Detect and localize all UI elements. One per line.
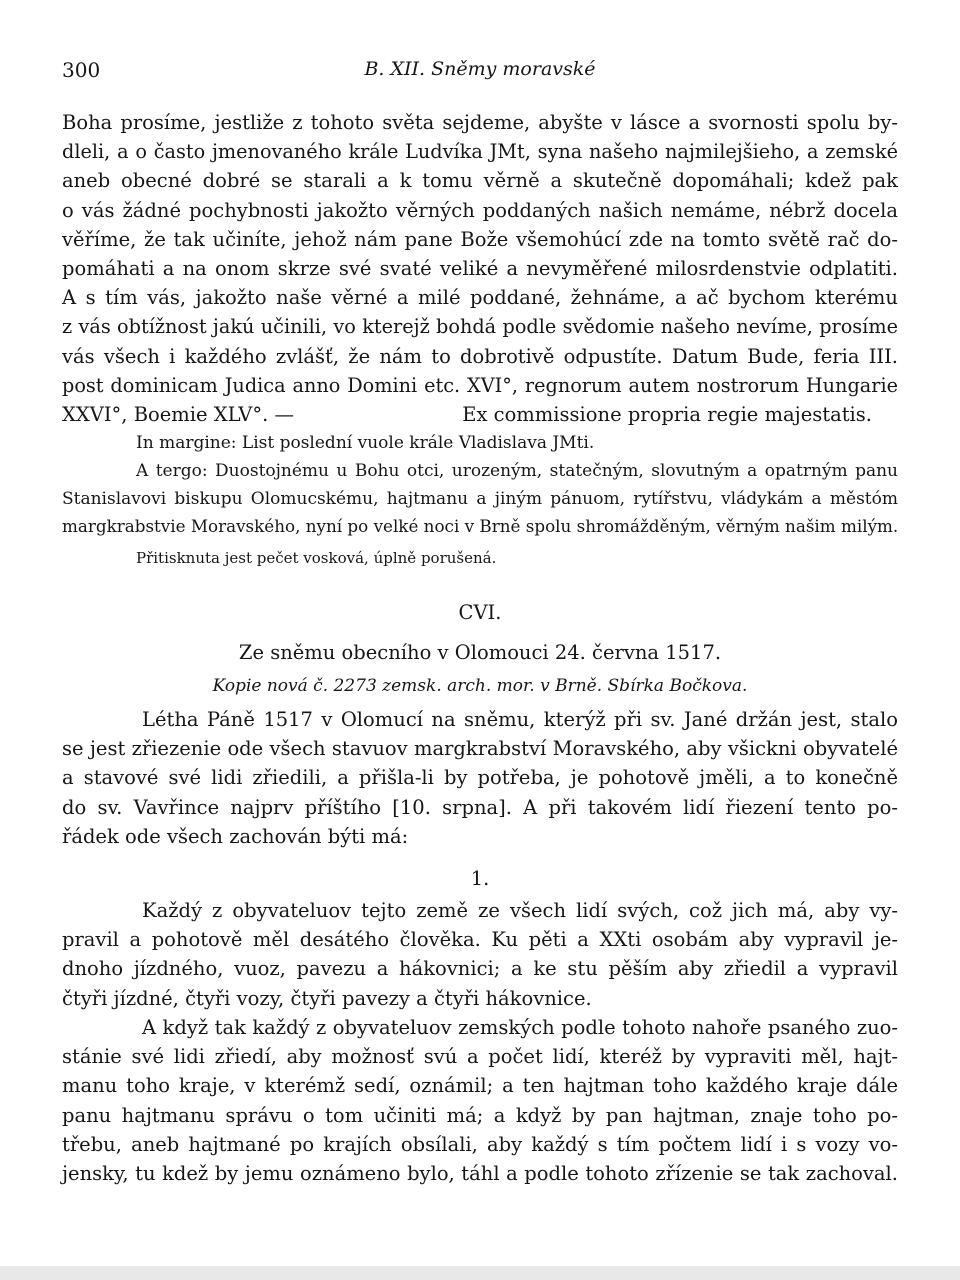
document-title: Ze sněmu obecního v Olomouci 24. června 1517. (238, 641, 722, 664)
text-line: Boha prosíme, jestliže z tohoto světa sejdeme, abyšte v lásce a svornosti spolu by- (62, 111, 898, 134)
text-line: do sv. Vavřince najprv příštího [10. srpna]. A při takovém lidí řiezení tento po- (62, 795, 898, 819)
text-line: stánie své lidi zřiedí, aby možnosť svú a počet lidí, kteréž by vypraviti měl, hajt- (62, 1045, 898, 1069)
in-margine-note: In margine: List poslední vuole krále Vladislava JMti. (136, 433, 595, 453)
running-head: B. XII. Sněmy moravské (364, 58, 596, 80)
seal-note: Přitisknuta jest pečet vosková, úplně porušená. (136, 549, 497, 567)
text-line: z vás obtížnost jakú učinili, vo kterejž bohdá podle svědomie našeho nevíme, prosíme (62, 315, 898, 339)
text-line: aneb obecné dobré se starali a k tomu věrně a skutečně dopomáhali; kdež pak (62, 169, 898, 193)
margin-note (62, 430, 898, 458)
text-line: pravil a pohotově měl desátého člověka. Ku pěti a XXti osobám aby vypravil je- (62, 928, 898, 952)
letter-text (62, 108, 898, 429)
page-bottom-edge (0, 1266, 960, 1280)
document-source: Kopie nová č. 2273 zemsk. arch. mor. v Brně. Sbírka Bočkova. (212, 676, 748, 696)
closing-date: XXVI°, Boemie XLV°. — (62, 403, 295, 427)
text-line: jensky, tu kdež by jemu oznámeno bylo, táhl a podle tohoto zřízenie se tak zachoval. (62, 1162, 898, 1186)
text-line: A když tak každý z obyvateluov zemských podle tohoto nahoře psaného zuo- (142, 1016, 898, 1039)
text-line: vás všech i každého zvlášť, že nám to dobrotivě odpustíte. Datum Bude, feria III. (62, 344, 898, 368)
article-paragraph-2 (62, 1013, 898, 1188)
page-header (62, 58, 898, 88)
text-line: a stavové své lidi zřiedili, a přišla-li by potřeba, je pohotově jměli, a to konečně (62, 766, 898, 790)
page-number: 300 (62, 58, 101, 82)
text-line: dnoho jízdného, vuoz, pavezu a hákovnici; a ke stu pěším aby zřiedil a vypravil (62, 957, 898, 981)
text-line: řádek ode všech zachován býti má: (62, 824, 409, 848)
a-tergo-line: margkrabstvie Moravského, nyní po velké noci v Brně spolu shromážděným, věrným našim milým. (62, 516, 899, 537)
text-line: dleli, a o často jmenovaného krále Ludvíka JMt, syna našeho najmilejšieho, a zemské (62, 140, 898, 164)
article-number: 1. (470, 867, 490, 890)
document-intro (62, 705, 898, 851)
text-line: o vás žádné pochybnosti jakožto věrných poddaných našich nemáme, nébrž docela (62, 198, 898, 222)
a-tergo-line: A tergo: Duostojnému u Bohu otci, urozeným, statečným, slovutným a opatrným panu (136, 461, 898, 481)
text-line: třebu, aneb hajtmané po krajích obsílali, aby každý s tím počtem lidí i s vozy vo- (62, 1132, 898, 1156)
seal-note-block (62, 546, 898, 570)
text-line: Létha Páně 1517 v Olomucí na sněmu, kterýž při sv. Jané držán jest, stalo (142, 708, 898, 731)
text-line: se jest zřiezenie ode všech stavuov margkrabství Moravského, aby všickni obyvatelé (62, 737, 898, 761)
text-line: Každý z obyvateluov tejto země ze všech lidí svých, což jich má, aby vy- (142, 899, 898, 922)
commission-note: Ex commissione propria regie majestatis. (462, 403, 872, 427)
text-line: manu toho kraje, v kterémž sedí, oznámil; a ten hajtman toho každého kraje dále (62, 1074, 898, 1098)
text-line: A s tím vás, jakožto naše věrné a milé poddané, žehnáme, a ač bychom kterému (62, 286, 898, 310)
text-line: post dominicam Judica anno Domini etc. XVI°, regnorum autem nostrorum Hungarie (62, 373, 898, 397)
text-line: čtyři jízdné, čtyři vozy, čtyři pavezy a čtyři hákovnice. (62, 986, 592, 1010)
document-number: CVI. (458, 601, 502, 624)
text-line: pomáhati a na onom skrze své svaté veliké a nevyměřené milosrdenstvie odplatiti. (62, 257, 898, 281)
closing-line (62, 400, 898, 429)
article-paragraph-1 (62, 896, 898, 1013)
a-tergo-line: Stanislavovi biskupu Olomucskému, hajtmanu a jiným pánuom, rytířstvu, vládykám a městóm (62, 488, 898, 509)
a-tergo-note (62, 458, 898, 541)
text-line: věříme, že tak učiníte, jehož nám pane Bože všemohúcí zde na tomto světě rač do- (62, 227, 898, 251)
text-line: panu hajtmanu správu o tom učiniti má; a když by pan hajtman, znaje toho po- (62, 1103, 898, 1127)
